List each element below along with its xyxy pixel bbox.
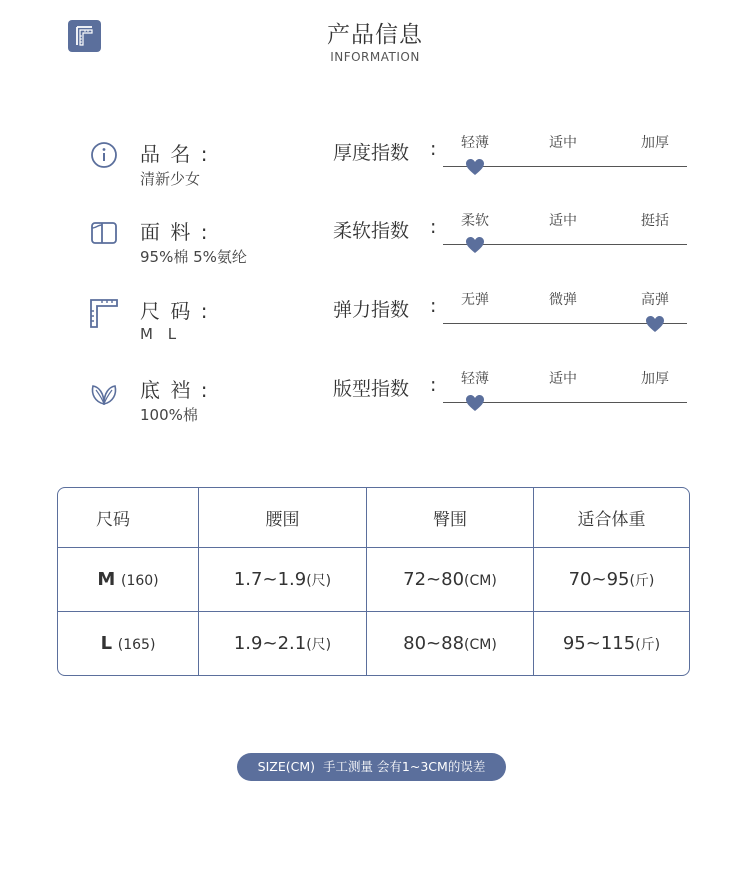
scale-colon: : — [430, 216, 437, 238]
hip-cell — [367, 612, 534, 675]
hip-unit: (CM) — [464, 573, 497, 589]
scale-option: 加厚 — [641, 135, 669, 151]
scale-colon: : — [430, 295, 437, 317]
table-row — [58, 548, 689, 612]
attribute-row-name — [0, 135, 750, 218]
scale-colon: : — [430, 374, 437, 396]
size-table — [57, 487, 690, 676]
fabric-roll-icon — [88, 218, 120, 250]
attribute-label: 底 裆 : — [140, 378, 210, 402]
column-header: 腰围 — [199, 488, 367, 548]
scale-option: 适中 — [549, 213, 577, 229]
leaf-icon — [88, 376, 120, 408]
scale-label: 厚度指数 — [333, 142, 410, 164]
heart-marker-icon — [465, 158, 485, 176]
heart-marker-icon — [645, 315, 665, 333]
table-row — [58, 612, 689, 675]
info-icon — [88, 140, 120, 172]
column-header: 臀围 — [367, 488, 534, 548]
scale-option: 微弹 — [549, 292, 577, 308]
weight-cell — [534, 612, 689, 675]
page-subtitle: INFORMATION — [330, 50, 420, 64]
ruler-icon — [88, 297, 120, 329]
hip-cell — [367, 548, 534, 612]
column-header: 尺码 — [58, 488, 199, 548]
size-height: (160) — [121, 573, 159, 589]
scale-label: 版型指数 — [333, 378, 410, 400]
scale-option: 柔软 — [461, 213, 489, 229]
scale-option: 轻薄 — [461, 371, 489, 387]
scale-option: 无弹 — [461, 292, 489, 308]
attribute-value: 清新少女 — [140, 170, 201, 188]
attribute-label: 品 名 : — [140, 142, 210, 166]
scale-option: 高弹 — [641, 292, 669, 308]
attribute-row-crotch — [0, 371, 750, 454]
weight-value: 95~115 — [562, 633, 636, 654]
scale-option: 挺括 — [641, 213, 669, 229]
waist-value: 1.9~2.1 — [233, 633, 307, 654]
attribute-label: 面 料 : — [140, 220, 210, 244]
waist-cell — [199, 548, 367, 612]
waist-value: 1.7~1.9 — [233, 569, 307, 590]
size-cell — [58, 612, 199, 675]
scale-option: 轻薄 — [461, 135, 489, 151]
attribute-value: 95%棉 5%氨纶 — [140, 248, 247, 266]
page-title: 产品信息 — [327, 22, 423, 48]
heart-marker-icon — [465, 394, 485, 412]
size-cell — [58, 548, 199, 612]
attribute-value: 100%棉 — [140, 406, 198, 424]
size-height: (165) — [117, 637, 156, 653]
attribute-row-fabric — [0, 213, 750, 296]
table-header-row — [58, 488, 689, 548]
attribute-row-size — [0, 292, 750, 375]
scale-option: 加厚 — [641, 371, 669, 387]
waist-unit: (尺) — [306, 637, 332, 653]
size-code: M — [97, 569, 116, 590]
weight-value: 70~95 — [568, 569, 630, 590]
waist-cell — [199, 612, 367, 675]
attribute-value: M L — [140, 325, 182, 343]
size-code: L — [100, 633, 113, 654]
scale-option: 适中 — [549, 371, 577, 387]
attribute-label: 尺 码 : — [140, 299, 210, 323]
heart-marker-icon — [465, 236, 485, 254]
weight-cell — [534, 548, 689, 612]
hip-value: 72~80 — [403, 569, 465, 590]
scale-colon: : — [430, 138, 437, 160]
weight-unit: (斤) — [629, 573, 655, 589]
hip-unit: (CM) — [464, 637, 497, 653]
scale-label: 柔软指数 — [333, 220, 410, 242]
hip-value: 80~88 — [403, 633, 465, 654]
measurement-note-badge: SIZE(CM) 手工测量 会有1~3CM的误差 — [237, 753, 506, 781]
scale-label: 弹力指数 — [333, 299, 410, 321]
column-header: 适合体重 — [534, 488, 689, 548]
weight-unit: (斤) — [635, 637, 661, 653]
scale-option: 适中 — [549, 135, 577, 151]
waist-unit: (尺) — [306, 573, 332, 589]
